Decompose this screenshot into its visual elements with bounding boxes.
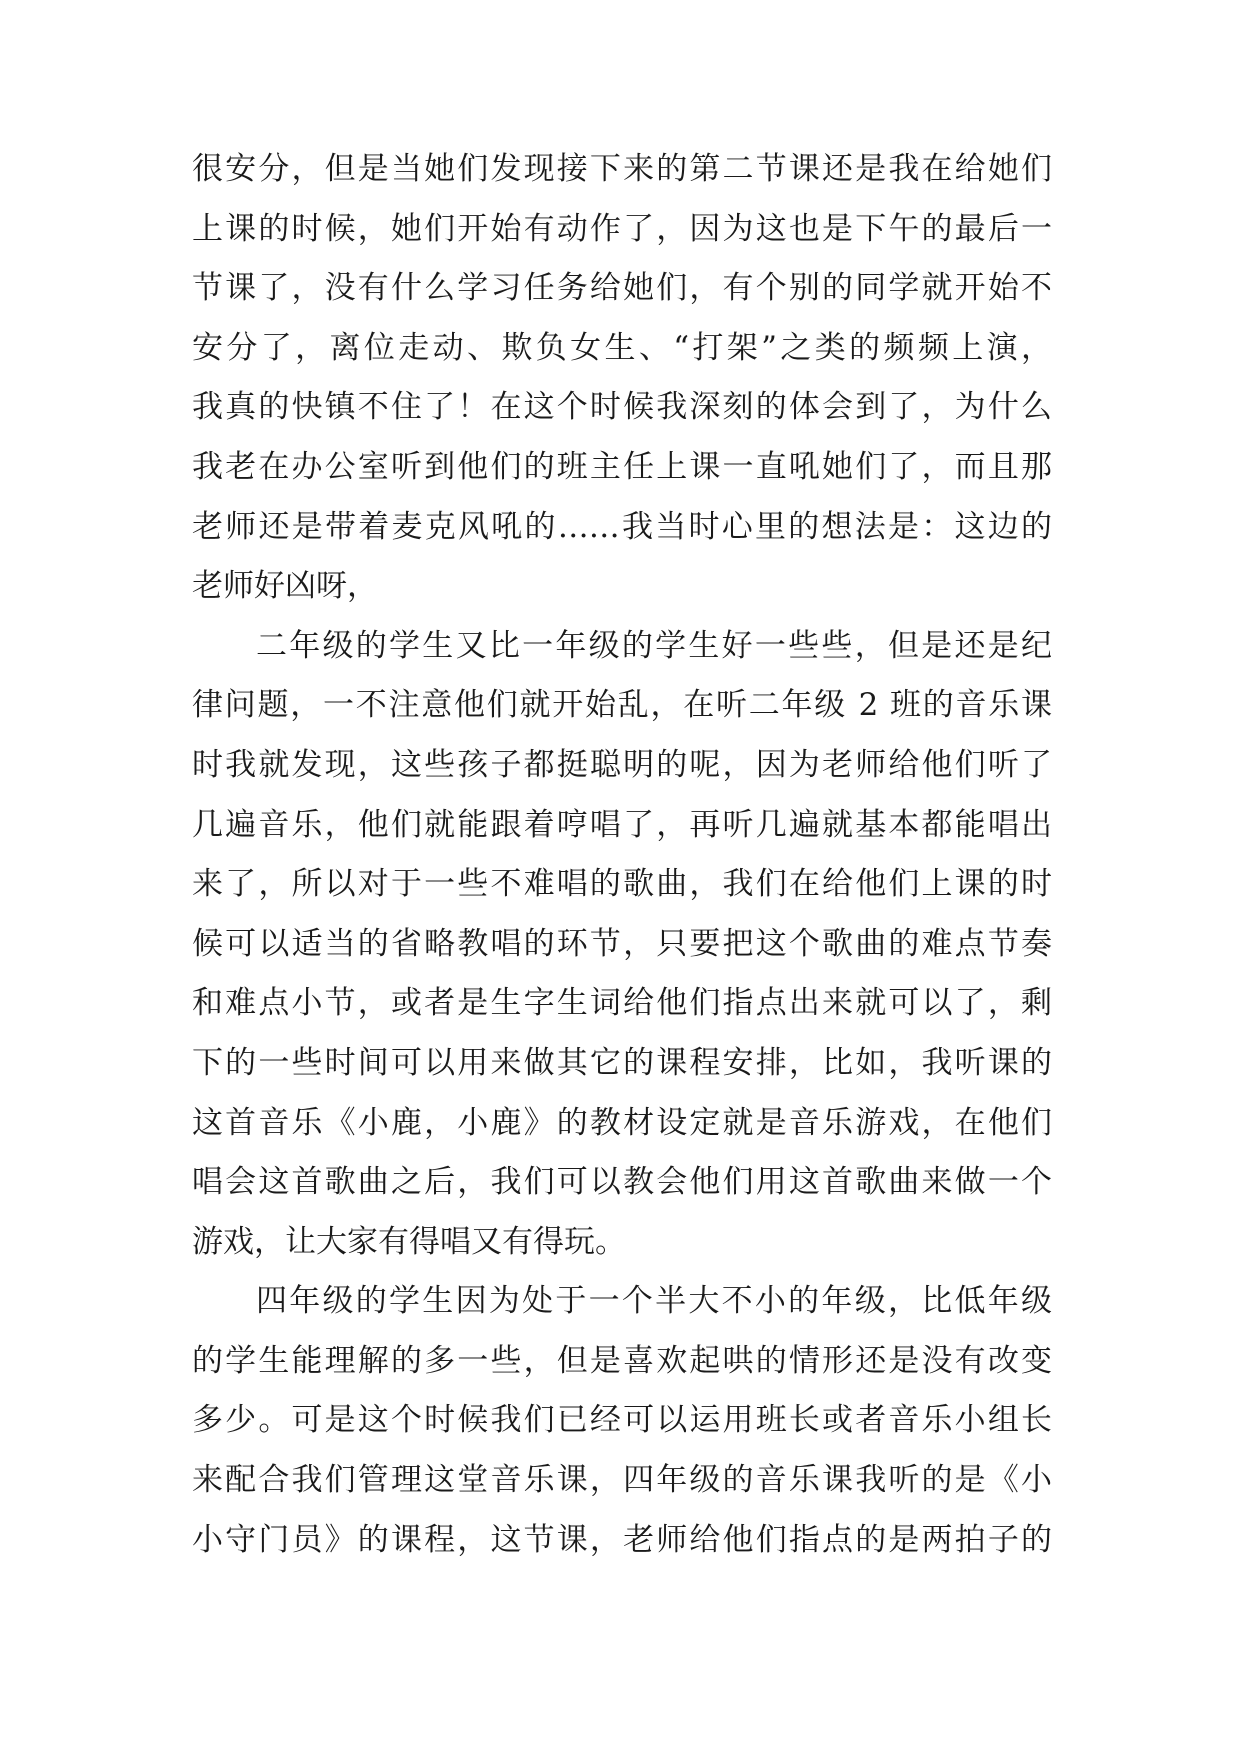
text-line: 和难点小节，或者是生字生词给他们指点出来就可以了，剩 — [192, 985, 1052, 1022]
text-line: 安分了，离位走动、欺负女生、“打架”之类的频频上演， — [192, 329, 1052, 366]
text-line: 二年级的学生又比一年级的学生好一些些，但是还是纪 — [256, 627, 1052, 664]
text-line: 几遍音乐，他们就能跟着哼唱了，再听几遍就基本都能唱出 — [192, 806, 1052, 843]
text-line: 下的一些时间可以用来做其它的课程安排，比如，我听课的 — [192, 1044, 1052, 1081]
text-line: 游戏，让大家有得唱又有得玩。 — [192, 1223, 626, 1260]
text-line: 的学生能理解的多一些，但是喜欢起哄的情形还是没有改变 — [192, 1342, 1052, 1379]
text-line: 老师还是带着麦克风吼的……我当时心里的想法是：这边的 — [192, 508, 1052, 545]
text-line: 我老在办公室听到他们的班主任上课一直吼她们了，而且那 — [192, 448, 1052, 485]
text-line: 多少。可是这个时候我们已经可以运用班长或者音乐小组长 — [192, 1402, 1052, 1439]
text-line: 律问题，一不注意他们就开始乱，在听二年级 2 班的音乐课 — [192, 687, 1052, 724]
text-line: 老师好凶呀， — [192, 568, 378, 605]
paragraph-3 — [192, 1272, 1052, 1570]
paragraph-2 — [192, 617, 1052, 1273]
text-line: 上课的时候，她们开始有动作了，因为这也是下午的最后一 — [192, 210, 1052, 247]
text-line: 节课了，没有什么学习任务给她们，有个别的同学就开始不 — [192, 270, 1052, 307]
text-line: 来了，所以对于一些不难唱的歌曲，我们在给他们上课的时 — [192, 866, 1052, 903]
paragraph-1 — [192, 140, 1052, 617]
text-line: 四年级的学生因为处于一个半大不小的年级，比低年级 — [256, 1283, 1052, 1320]
text-line: 时我就发现，这些孩子都挺聪明的呢，因为老师给他们听了 — [192, 746, 1052, 783]
text-line: 这首音乐《小鹿，小鹿》的教材设定就是音乐游戏，在他们 — [192, 1104, 1052, 1141]
text-line: 唱会这首歌曲之后，我们可以教会他们用这首歌曲来做一个 — [192, 1164, 1052, 1201]
text-line: 我真的快镇不住了！在这个时候我深刻的体会到了，为什么 — [192, 389, 1052, 426]
body-text — [192, 140, 1052, 1570]
text-line: 来配合我们管理这堂音乐课，四年级的音乐课我听的是《小 — [192, 1462, 1052, 1499]
text-line: 候可以适当的省略教唱的环节，只要把这个歌曲的难点节奏 — [192, 925, 1052, 962]
text-line: 小守门员》的课程，这节课，老师给他们指点的是两拍子的 — [192, 1521, 1052, 1558]
text-line: 很安分，但是当她们发现接下来的第二节课还是我在给她们 — [192, 151, 1052, 187]
